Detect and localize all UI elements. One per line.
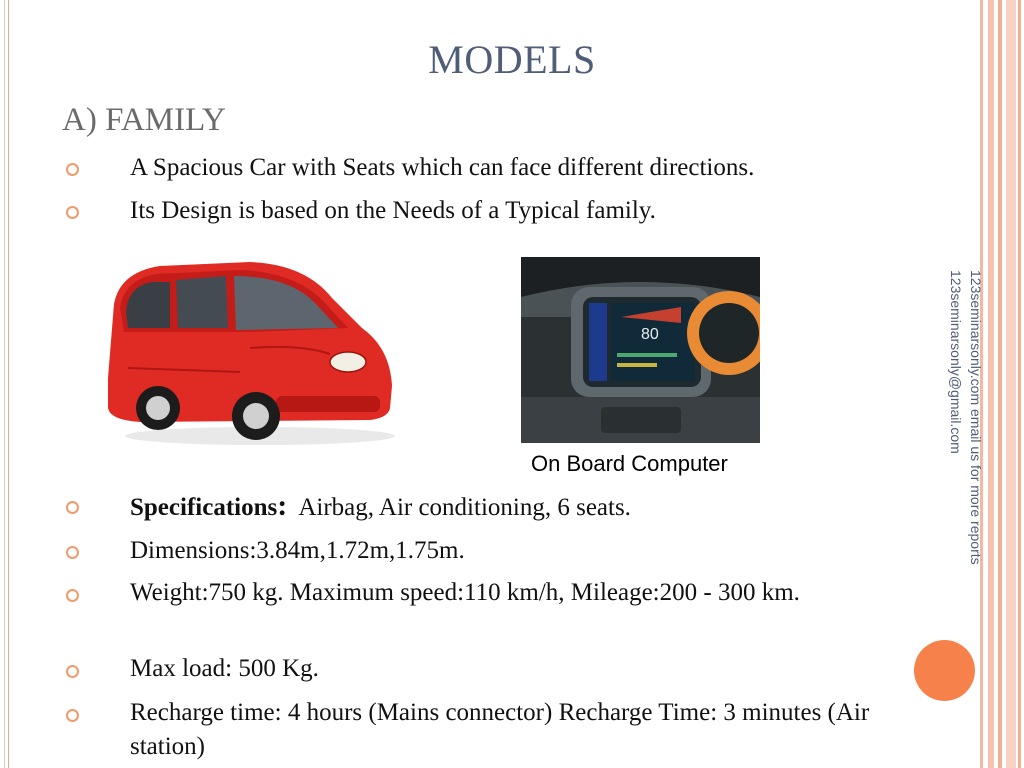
left-border-line — [4, 0, 5, 768]
bullet-text: Weight:750 kg. Maximum speed:110 km/h, Mileage:200 - 300 km. — [130, 579, 800, 606]
bullet-text: A Spacious Car with Seats which can face different directions. — [130, 154, 755, 181]
right-border-stripe — [988, 0, 994, 768]
bullet-text: Max load: 500 Kg. — [130, 655, 319, 682]
bullet-icon — [66, 589, 79, 602]
bullet-icon — [66, 206, 79, 219]
right-border-stripe — [1006, 0, 1016, 768]
page-title: MODELS — [428, 37, 596, 82]
specifications-label: Specifications — [130, 494, 278, 521]
bullet-text: Dimensions:3.84m,1.72m,1.75m. — [130, 537, 465, 564]
right-border-stripe — [1018, 0, 1021, 768]
bullet-icon — [66, 501, 79, 514]
right-border-stripe — [998, 0, 1002, 768]
image-caption: On Board Computer — [531, 451, 728, 476]
left-border-line — [8, 0, 9, 768]
bullet-text: Its Design is based on the Needs of a Typical family. — [130, 197, 656, 224]
accent-circle — [914, 640, 975, 701]
dash-speed-readout: 80 — [641, 326, 659, 343]
bullet-icon — [66, 546, 79, 559]
side-watermark-text: 123seminarsonly.com email us for more reports 123seminarsonly@gmail.com — [948, 270, 984, 565]
car-image — [100, 258, 395, 448]
on-board-computer-image — [521, 257, 760, 443]
specifications-colon: : — [277, 489, 288, 522]
bullet-icon — [66, 665, 79, 678]
bullet-text — [130, 489, 950, 525]
bullet-icon — [66, 163, 79, 176]
specifications-text: Airbag, Air conditioning, 6 seats. — [298, 494, 631, 521]
section-heading: A) FAMILY — [62, 102, 226, 138]
bullet-text: Recharge time: 4 hours (Mains connector) Recharge Time: 3 minutes (Air station) — [130, 699, 870, 760]
bullet-icon — [66, 709, 79, 722]
